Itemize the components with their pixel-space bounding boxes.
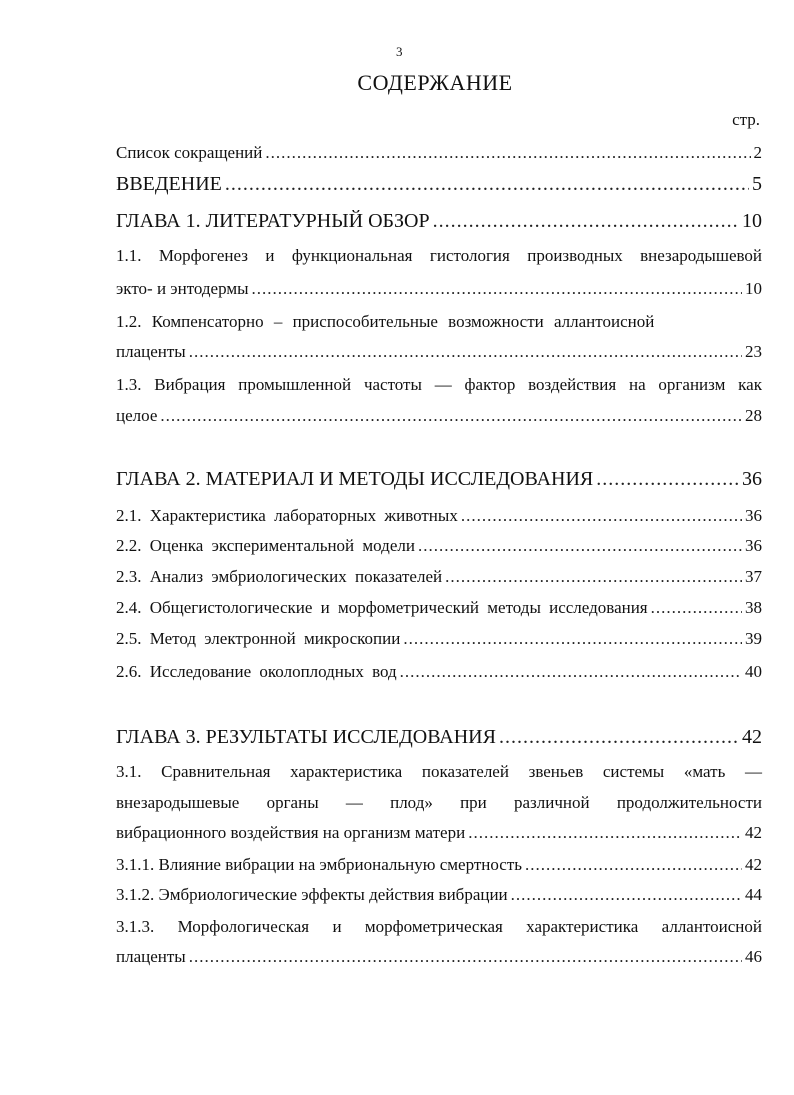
- toc-leader-dots: [651, 598, 742, 618]
- toc-leader-dots: [461, 506, 742, 526]
- toc-label-line: 1.3. Вибрация промышленной частоты — фактор воздействия на организм как: [116, 375, 762, 394]
- toc-leader-dots: [189, 342, 742, 362]
- toc-page: 44: [745, 885, 762, 904]
- toc-page: 42: [745, 855, 762, 874]
- page-column-label: стр.: [732, 110, 760, 129]
- toc-page: 5: [752, 173, 762, 195]
- toc-leader-dots: [189, 947, 742, 967]
- toc-entry-abbrev[interactable]: [116, 143, 762, 163]
- toc-page: 38: [745, 598, 762, 617]
- toc-leader-dots: [400, 662, 742, 682]
- toc-entry-2-6[interactable]: [116, 662, 762, 682]
- toc-label-line: экто- и энтодермы: [116, 279, 249, 298]
- toc-entry-intro[interactable]: [116, 173, 762, 196]
- toc-label-line: вибрационного воздействия на организм матери: [116, 823, 466, 842]
- toc-leader-dots: [265, 143, 750, 163]
- toc-page: 39: [745, 629, 762, 648]
- toc-entry-3-1-1[interactable]: [116, 855, 762, 875]
- toc-entry-chapter-1[interactable]: [116, 210, 762, 233]
- toc-label: ГЛАВА 2. МАТЕРИАЛ И МЕТОДЫ ИССЛЕДОВАНИЯ: [116, 468, 594, 490]
- toc-page: 42: [745, 823, 762, 842]
- toc-page: 23: [745, 342, 762, 361]
- toc-entry-chapter-3[interactable]: [116, 726, 762, 749]
- toc-leader-dots: [596, 468, 739, 491]
- toc-entry-chapter-2[interactable]: [116, 468, 762, 491]
- toc-page: 10: [742, 210, 762, 232]
- page-title: СОДЕРЖАНИЕ: [357, 70, 513, 95]
- toc-leader-dots: [468, 823, 742, 843]
- toc-label: ВВЕДЕНИЕ: [116, 173, 222, 195]
- toc-label-line: 1.1. Морфогенез и функциональная гистология производных внезародышевой: [116, 246, 762, 265]
- toc-label: 2.1. Характеристика лабораторных животных: [116, 506, 458, 525]
- toc-label-line: 1.2. Компенсаторно – приспособительные возможности аллантоисной: [116, 312, 655, 331]
- toc-leader-dots: [511, 885, 742, 905]
- toc-page: 36: [742, 468, 762, 490]
- toc-label-line: внезародышевые органы — плод» при различной продолжительности: [116, 793, 762, 812]
- toc-label: 2.2. Оценка экспериментальной модели: [116, 536, 415, 555]
- toc-entry-2-5[interactable]: [116, 629, 762, 649]
- toc-page: 46: [745, 947, 762, 966]
- toc-label: Список сокращений: [116, 143, 263, 162]
- toc-entry-3-1-2[interactable]: [116, 885, 762, 905]
- toc-leader-dots: [525, 855, 742, 875]
- toc-leader-dots: [160, 406, 742, 426]
- toc-page: 36: [745, 506, 762, 525]
- toc-page: 40: [745, 662, 762, 681]
- toc-label: ГЛАВА 3. РЕЗУЛЬТАТЫ ИССЛЕДОВАНИЯ: [116, 726, 496, 748]
- toc-leader-dots: [418, 536, 742, 556]
- toc-leader-dots: [225, 173, 749, 196]
- toc-leader-dots: [252, 279, 742, 299]
- toc-label-line: 3.1.3. Морфологическая и морфометрическая характеристика аллантоисной: [116, 917, 762, 936]
- toc-leader-dots: [433, 210, 739, 233]
- toc-leader-dots: [445, 567, 742, 587]
- toc-label-line: плаценты: [116, 342, 186, 361]
- toc-page: 10: [745, 279, 762, 298]
- toc-page: 2: [753, 143, 762, 162]
- toc-page: 37: [745, 567, 762, 586]
- toc-label: 2.6. Исследование околоплодных вод: [116, 662, 397, 681]
- toc-leader-dots: [499, 726, 739, 749]
- toc-label: 2.4. Общегистологические и морфометрический методы исследования: [116, 598, 648, 617]
- toc-label: 2.5. Метод электронной микроскопии: [116, 629, 401, 648]
- toc-label-line: целое: [116, 406, 158, 425]
- page-number: 3: [396, 44, 403, 59]
- toc-leader-dots: [403, 629, 742, 649]
- toc-page: 28: [745, 406, 762, 425]
- toc-label: ГЛАВА 1. ЛИТЕРАТУРНЫЙ ОБЗОР: [116, 210, 430, 232]
- toc-entry-2-2[interactable]: [116, 536, 762, 556]
- toc-entry-2-4[interactable]: [116, 598, 762, 618]
- toc-page: 36: [745, 536, 762, 555]
- toc-label: 2.3. Анализ эмбриологических показателей: [116, 567, 443, 586]
- toc-entry-2-1[interactable]: [116, 506, 762, 526]
- toc-entry-2-3[interactable]: [116, 567, 762, 587]
- toc-page: 42: [742, 726, 762, 748]
- toc-label: 3.1.1. Влияние вибрации на эмбриональную смертность: [116, 855, 523, 874]
- toc-label-line: 3.1. Сравнительная характеристика показателей звеньев системы «мать —: [116, 762, 762, 781]
- toc-label: 3.1.2. Эмбриологические эффекты действия вибрации: [116, 885, 508, 904]
- toc-label-line: плаценты: [116, 947, 186, 966]
